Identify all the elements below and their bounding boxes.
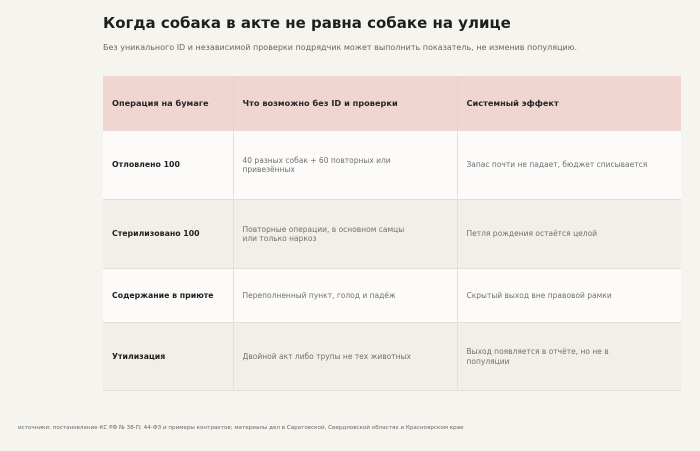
header-possible: Что возможно без ID и проверки — [233, 76, 457, 131]
effect-text: Выход появляется в отчёте, но не в популяции — [466, 347, 609, 366]
effect-cell — [457, 323, 681, 391]
effect-text: Скрытый выход вне правовой рамки — [466, 290, 612, 300]
table-row — [103, 200, 681, 269]
effect-text: Петля рождения остаётся целой — [466, 229, 598, 239]
operation-cell: Стерилизовано 100 — [103, 200, 233, 269]
possible-cell — [233, 323, 457, 391]
effect-cell — [457, 131, 681, 200]
effect-cell — [457, 269, 681, 323]
possible-cell — [233, 200, 457, 269]
page-title: Когда собака в акте не равна собаке на улице — [103, 14, 511, 32]
possible-cell — [233, 131, 457, 200]
effect-cell — [457, 200, 681, 269]
effect-text: Запас почти не падает, бюджет списывается — [466, 160, 648, 170]
possible-text: Двойной акт либо трупы не тех животных — [242, 351, 411, 361]
header-operation: Операция на бумаге — [103, 76, 233, 131]
operation-cell: Содержание в приюте — [103, 269, 233, 323]
table-row — [103, 131, 681, 200]
comparison-table — [103, 76, 681, 391]
sources-footnote: источники: постановление КС РФ № 38-П; 44-ФЗ и примеры контрактов; материалы дел в Саратовской, Свердловской областях и Красноярском крае — [18, 425, 464, 431]
page-subtitle: Без уникального ID и независимой проверки подрядчик может выполнить показатель, не изменив популяцию. — [103, 43, 577, 52]
table-row — [103, 269, 681, 323]
header-effect: Системный эффект — [457, 76, 681, 131]
table-header-row — [103, 76, 681, 131]
table-row — [103, 323, 681, 391]
possible-text: 40 разных собак + 60 повторных или привезённых — [242, 155, 391, 174]
possible-cell — [233, 269, 457, 323]
possible-text: Переполненный пункт, голод и падёж — [242, 290, 396, 300]
operation-cell: Утилизация — [103, 323, 233, 391]
possible-text: Повторные операции, в основном самцы или только наркоз — [242, 224, 405, 243]
operation-cell: Отловлено 100 — [103, 131, 233, 200]
